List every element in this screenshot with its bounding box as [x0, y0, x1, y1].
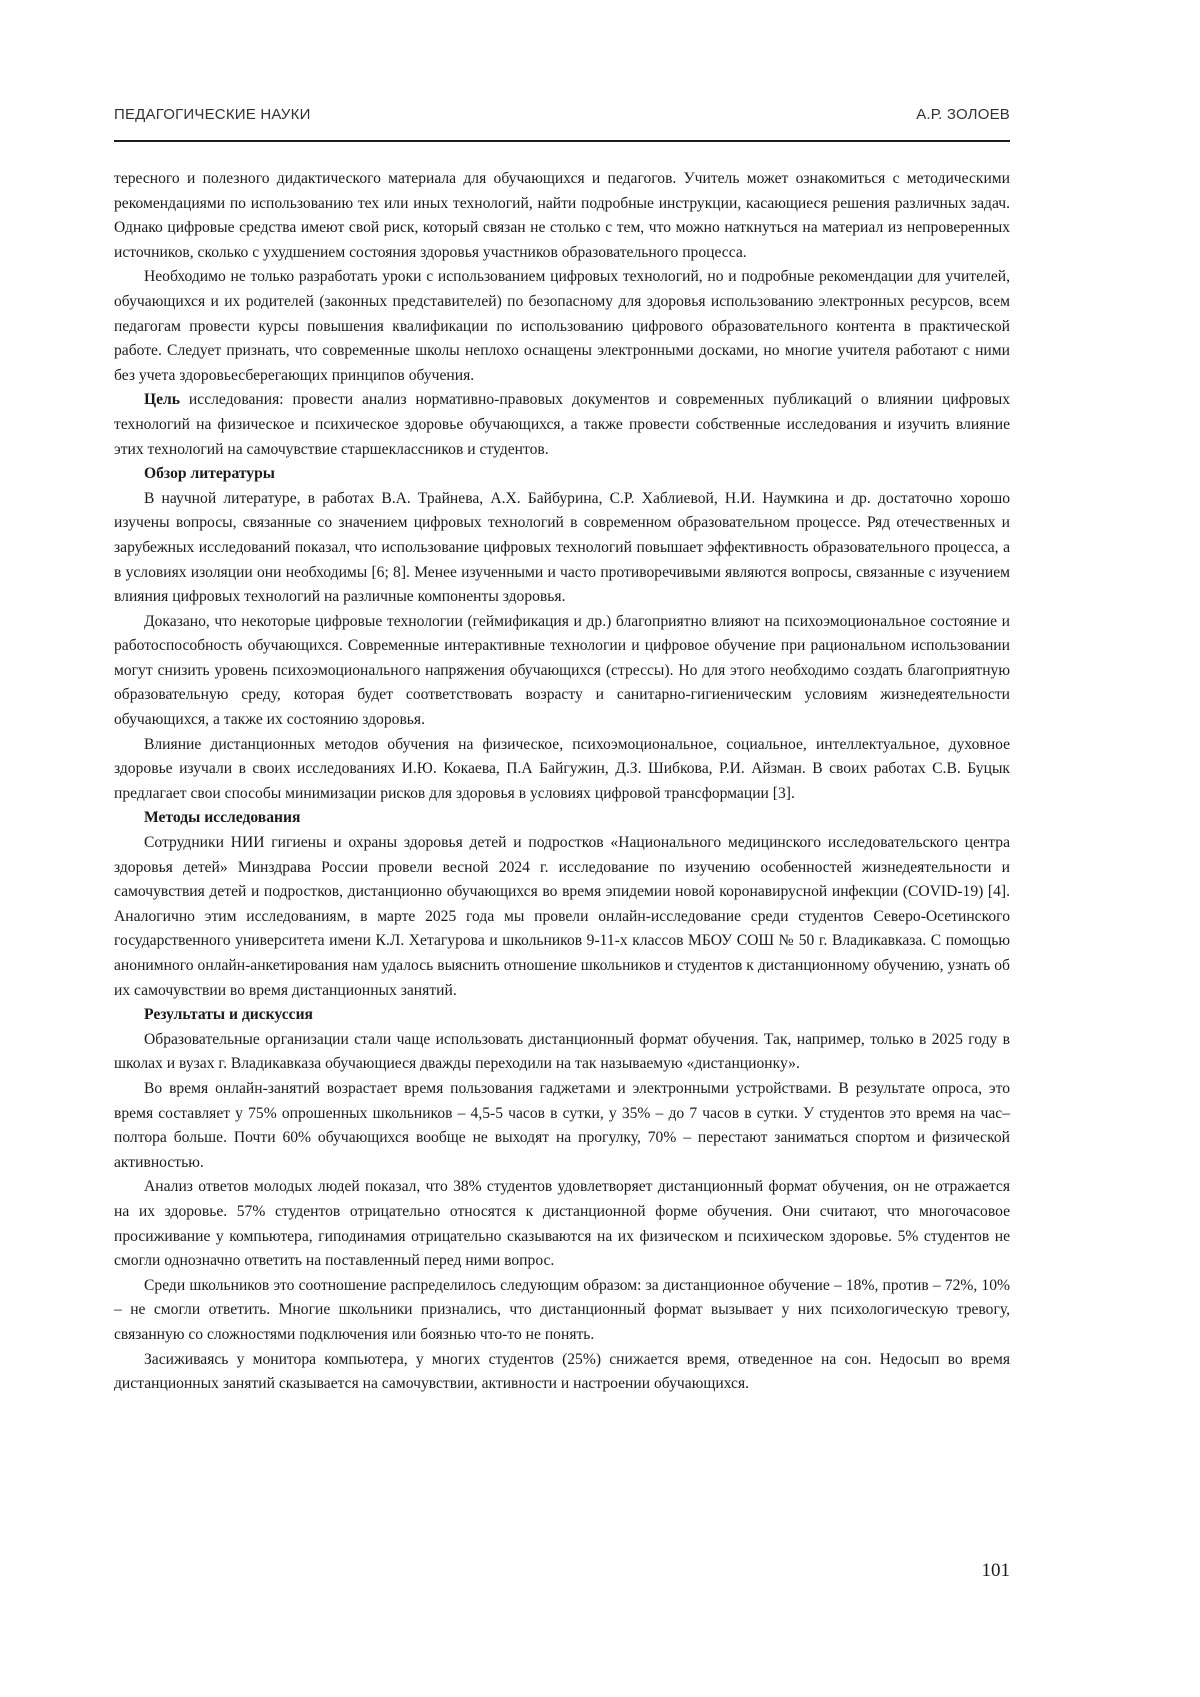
- paragraph: тересного и полезного дидактического материала для обучающихся и педагогов. Учитель может ознакомиться с методическими рекомендациями по использованию тех или иных технологий, найти подробные инструкции, касающиеся решения различных задач. Однако цифровые средства имеют свой риск, который связан не столько с тем, что можно наткнуться на материал из непроверенных источников, сколько с ухудшением состояния здоровья участников образовательного процесса.: [114, 170, 1010, 261]
- goal-text: исследования: провести анализ нормативно-правовых документов и современных публикаций о влиянии цифровых технологий на физическое и психическое здоровье обучающихся, а также провести собственные исследования и изучить влияние этих технологий на самочувствие старшеклассников и студентов.: [114, 391, 1010, 458]
- paragraph: Сотрудники НИИ гигиены и охраны здоровья детей и подростков «Национального медицинского исследовательского центра здоровья детей» Минздрава России провели весной 2024 г. исследование по изучению особенностей жизнедеятельности и самочувствия детей и подростков, дистанционно обучающихся во время эпидемии новой коронавирусной инфекции (COVID-19) [4]. Аналогично этим исследованиям, в марте 2025 года мы провели онлайн-исследование среди студентов Северо-Осетинского государственного университета имени К.Л. Хетагурова и школьников 9-11-х классов МБОУ СОШ № 50 г. Владикавказа. С помощью анонимного онлайн-анкетирования нам удалось выяснить отношение школьников и студентов к дистанционному обучению, узнать об их самочувствии во время дистанционных занятий.: [114, 834, 1010, 999]
- section-heading-results: Результаты и дискуссия: [144, 1006, 313, 1024]
- paragraph: Влияние дистанционных методов обучения на физическое, психоэмоциональное, социальное, интеллектуальное, духовное здоровье изучали в своих исследованиях И.Ю. Кокаева, П.А Байгужин, Д.З. Шибкова, Р.И. Айзман. В своих работах С.В. Буцык предлагает свои способы минимизации рисков для здоровья в условиях цифровой трансформации [3].: [114, 735, 1010, 802]
- paragraph: В научной литературе, в работах В.А. Трайнева, А.Х. Байбурина, С.Р. Хаблиевой, Н.И. Наумкина и др. достаточно хорошо изучены вопросы, связанные со значением цифровых технологий в современном образовательном процессе. Ряд отечественных и зарубежных исследований показал, что использование цифровых технологий повышает эффективность образовательного процесса, а в условиях изоляции они необходимы [6; 8]. Менее изученными и часто противоречивыми являются вопросы, связанные с изучением влияния цифровых технологий на различные компоненты здоровья.: [114, 489, 1010, 606]
- paragraph: Среди школьников это соотношение распределилось следующим образом: за дистанционное обучение – 18%, против – 72%, 10% – не смогли ответить. Многие школьники признались, что дистанционный формат вызывает у них психологическую тревогу, связанную со сложностями подключения или боязнью что-то не понять.: [114, 1276, 1010, 1343]
- header-rule: [114, 140, 1010, 142]
- author-name: А.Р. ЗОЛОЕВ: [916, 106, 1010, 123]
- paragraph: Доказано, что некоторые цифровые технологии (геймификация и др.) благоприятно влияют на психоэмоциональное состояние и работоспособность обучающихся. Современные интерактивные технологии и цифровое обучение при рациональном использовании могут снизить уровень психоэмоционального напряжения обучающихся (стрессы). Но для этого необходимо создать благоприятную образовательную среду, которая будет соответствовать возрасту и санитарно-гигиеническим условиям жизнедеятельности обучающихся, а также их состоянию здоровья.: [114, 612, 1010, 729]
- goal-paragraph: [114, 388, 1010, 462]
- article-body: [114, 167, 1010, 1397]
- running-header: [114, 106, 1010, 130]
- paragraph: Необходимо не только разработать уроки с использованием цифровых технологий, но и подробные рекомендации для учителей, обучающихся и их родителей (законных представителей) по безопасному для здоровья использованию электронных ресурсов, всем педагогам провести курсы повышения квалификации по использованию цифрового образовательного контента в практической работе. Следует признать, что современные школы неплохо оснащены электронными досками, но многие учителя работают с ними без учета здоровьесберегающих принципов обучения.: [114, 268, 1010, 384]
- goal-label: Цель: [144, 391, 181, 409]
- paragraph: Во время онлайн-занятий возрастает время пользования гаджетами и электронными устройствами. В результате опроса, это время составляет у 75% опрошенных школьников – 4,5-5 часов в сутки, у 35% – до 7 часов в сутки. У студентов это время на час–полтора больше. Почти 60% обучающихся вообще не выходят на прогулку, 70% – перестают заниматься спортом и физической активностью.: [114, 1079, 1010, 1171]
- page-number: 101: [981, 1560, 1010, 1581]
- section-heading-methods: Методы исследования: [144, 809, 301, 827]
- journal-section: ПЕДАГОГИЧЕСКИЕ НАУКИ: [114, 106, 311, 123]
- paragraph: Анализ ответов молодых людей показал, что 38% студентов удовлетворяет дистанционный формат обучения, он не отражается на их здоровье. 57% студентов отрицательно относятся к дистанционной форме обучения. Они считают, что многочасовое просиживание у компьютера, гиподинамия отрицательно сказываются на их физическом и психическом здоровье. 5% студентов не смогли однозначно ответить на поставленный перед ними вопрос.: [114, 1178, 1010, 1270]
- paragraph: Образовательные организации стали чаще использовать дистанционный формат обучения. Так, например, только в 2025 году в школах и вузах г. Владикавказа обучающиеся дважды переходили на так называемую «дистанционку».: [114, 1030, 1010, 1073]
- section-heading-review: Обзор литературы: [144, 465, 275, 483]
- paragraph: Засиживаясь у монитора компьютера, у многих студентов (25%) снижается время, отведенное на сон. Недосып во время дистанционных занятий сказывается на самочувствии, активности и настроении обучающихся.: [114, 1350, 1010, 1393]
